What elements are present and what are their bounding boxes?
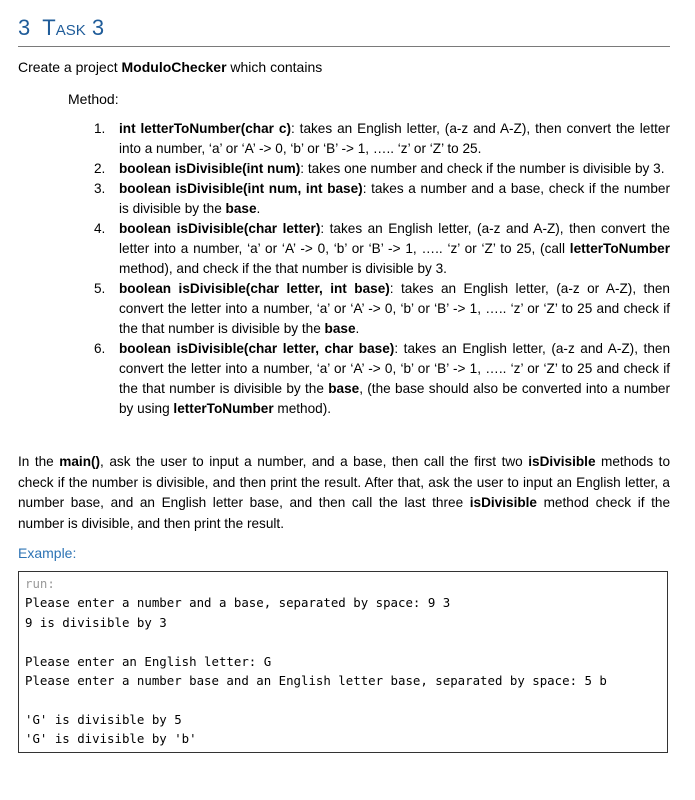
- intro-prefix: Create a project: [18, 59, 122, 75]
- item-number: 2.: [94, 161, 106, 176]
- console-line: Please enter an English letter: G: [25, 653, 272, 669]
- bold-term: isDivisible: [528, 454, 596, 469]
- project-name: ModuloChecker: [121, 59, 227, 75]
- main-text: In the: [18, 454, 60, 469]
- console-line: Please enter a number base and an English letter base, separated by space: 5 b: [25, 673, 607, 689]
- console-line: 9 is divisible by 3: [25, 614, 167, 630]
- example-label: Example:: [18, 545, 77, 561]
- console-line: 'G' is divisible by 'b': [25, 731, 197, 747]
- console-output: [18, 571, 668, 753]
- item-number: 6.: [94, 341, 106, 356]
- bold-term: main(): [59, 454, 101, 469]
- method-description-end: .: [256, 201, 261, 216]
- method-description-mid: , (the base should also be converted into a number by using: [119, 381, 670, 416]
- method-signature: boolean isDivisible(char letter, int base): [119, 281, 390, 296]
- bold-term: letterToNumber: [173, 401, 274, 416]
- method-item: [0, 339, 670, 419]
- intro-suffix: which contains: [226, 59, 323, 75]
- section-number: 3: [18, 15, 31, 40]
- section-title: Task 3: [42, 15, 105, 40]
- console-line: Please enter a number and a base, separated by space: 9 3: [25, 595, 451, 611]
- bold-term: base: [324, 321, 356, 336]
- method-description-end: .: [355, 321, 360, 336]
- console-blank-line: [25, 690, 661, 709]
- method-description: : takes a number and a base, check if the number is divisible by the: [119, 181, 671, 216]
- item-number: 4.: [94, 221, 106, 236]
- method-description-end: method).: [273, 401, 332, 416]
- bold-term: letterToNumber: [569, 241, 670, 256]
- method-list: [0, 119, 670, 419]
- bold-term: isDivisible: [469, 495, 537, 510]
- method-item: [0, 179, 670, 219]
- method-label: Method:: [68, 91, 119, 107]
- section-heading: [18, 10, 670, 47]
- method-description: : takes an English letter, (a-z and A-Z), then convert the letter into a number, ‘a’ or ‘A’ -> 0, ‘b’ or ‘B’ -> 1, ….. ‘z’ or ‘Z’ to 25 and check if the that number is divisible by the: [119, 341, 671, 396]
- method-signature: boolean isDivisible(int num): [119, 161, 301, 176]
- method-description: : takes an English letter, (a-z or A-Z), then convert the letter into a number, ‘a’ or ‘A’ -> 0, ‘b’ or ‘B’ -> 1, ….. ‘z’ or ‘Z’ to 25 and check if the that number is divisible by the: [119, 281, 670, 336]
- bold-term: base: [328, 381, 360, 396]
- method-description: : takes an English letter, (a-z and A-Z), then convert the letter into a number, ‘a’ or ‘A’ -> 0, ‘b’ or ‘B’ -> 1, ….. ‘z’ or ‘Z’ to 25.: [119, 121, 670, 156]
- method-description-end: method), and check if the that number is divisible by 3.: [119, 261, 447, 276]
- method-item: [0, 119, 670, 159]
- method-signature: boolean isDivisible(char letter): [119, 221, 321, 236]
- method-description: : takes an English letter, (a-z and A-Z), then convert the letter into a number, ‘a’ or ‘A’ -> 0, ‘b’ or ‘B’ -> 1, ….. ‘z’ or ‘Z’ to 25, (call: [119, 221, 670, 256]
- item-number: 1.: [94, 121, 106, 136]
- method-item: [0, 279, 670, 339]
- main-text: methods to check if the number is divisible, and then print the result. After that, ask the user to input an English letter, a number base, and an English letter base, and then call the last three: [18, 454, 671, 510]
- bold-term: base: [225, 201, 257, 216]
- method-item: [0, 219, 670, 279]
- console-blank-line: [25, 632, 661, 651]
- item-number: 3.: [94, 181, 106, 196]
- method-description: : takes one number and check if the number is divisible by 3.: [300, 161, 665, 176]
- intro-paragraph: [18, 58, 322, 76]
- method-signature: boolean isDivisible(char letter, char base): [119, 341, 395, 356]
- method-signature: int letterToNumber(char c): [119, 121, 291, 136]
- console-run-label: run:: [25, 576, 55, 591]
- main-instructions: [18, 452, 670, 534]
- console-line: 'G' is divisible by 5: [25, 711, 182, 727]
- main-text: method check if the number is divisible, and then print the result.: [18, 495, 670, 531]
- item-number: 5.: [94, 281, 106, 296]
- method-item: [0, 159, 670, 179]
- main-text: , ask the user to input a number, and a base, then call the first two: [100, 454, 529, 469]
- method-signature: boolean isDivisible(int num, int base): [119, 181, 363, 196]
